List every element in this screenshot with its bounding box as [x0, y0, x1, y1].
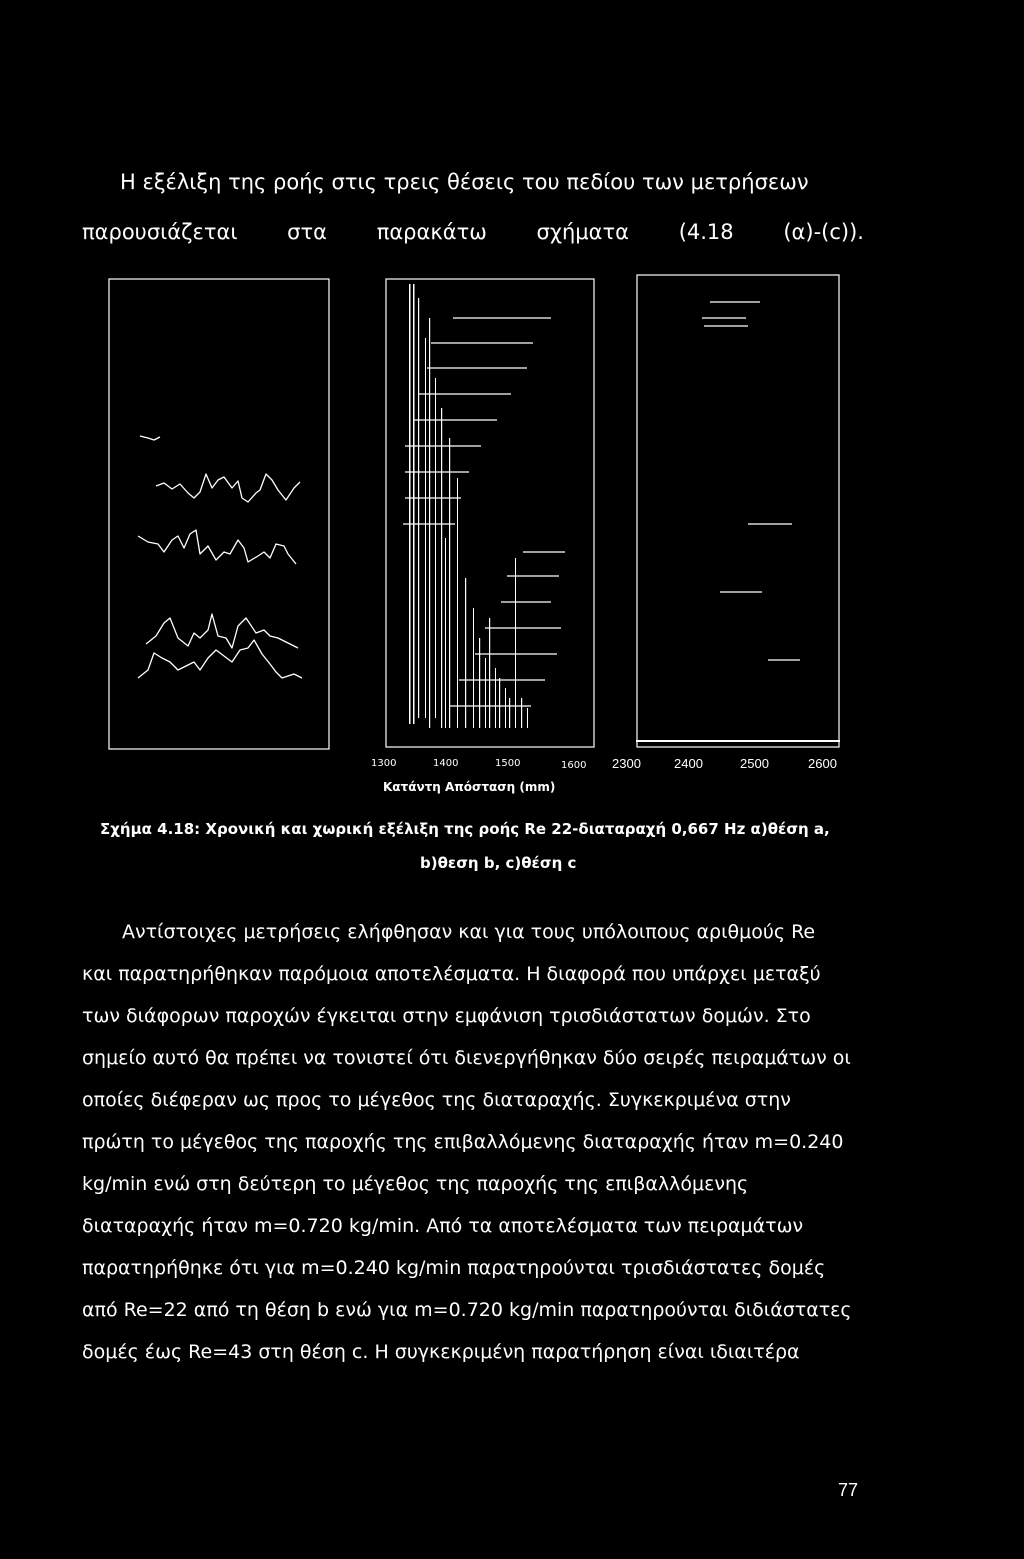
trace [146, 614, 298, 648]
body-line: παρατηρήθηκε ότι για m=0.240 kg/min παρατηρούνται τρισδιάστατες δομές [82, 1257, 826, 1279]
axis-title: Κατάντη Απόσταση (mm) [383, 780, 556, 794]
body-line: και παρατηρήθηκαν παρόμοια αποτελέσματα. Η διαφορά που υπάρχει μεταξύ [82, 963, 821, 985]
figure-panel-a [108, 278, 330, 750]
intro-word: παρουσιάζεται [82, 220, 238, 244]
body-line: οποίες διέφεραν ως προς το μέγεθος της διαταραχής. Συγκεκριμένα στην [82, 1089, 791, 1111]
trace [138, 640, 302, 678]
trace [140, 436, 160, 440]
page-number: 77 [838, 1480, 859, 1500]
body-line: των διάφορων παροχών έγκειται στην εμφάνιση τρισδιάστατων δομών. Στο [82, 1005, 811, 1027]
body-line: kg/min ενώ στη δεύτερη το μέγεθος της παροχής της επιβαλλόμενης [82, 1173, 749, 1195]
figure-panel-c [612, 274, 840, 771]
body-line: δομές έως Re=43 στη θέση c. Η συγκεκριμένη παρατήρηση είναι ιδιαιτέρα [82, 1341, 800, 1363]
intro-word: στα [287, 220, 327, 244]
panel-a-plot [108, 278, 330, 750]
tick-marks [409, 284, 528, 728]
intro-line-2 [82, 218, 864, 246]
tick-label: 2300 [612, 756, 641, 771]
panel-b-plot [385, 278, 595, 748]
trace [156, 474, 300, 502]
tick-label: 2400 [674, 756, 703, 771]
figure-caption-line-2: b)θεση b, c)θέση c [420, 854, 577, 872]
tick-label: 2500 [740, 756, 769, 771]
figure-caption-line-1: Σχήμα 4.18: Χρονική και χωρική εξέλιξη της ροής Re 22-διαταραχή 0,667 Hz α)θέση a, [100, 820, 830, 838]
intro-word: (α)-(c)). [783, 220, 864, 244]
intro-line-1: Η εξέλιξη της ροής στις τρεις θέσεις του πεδίου των μετρήσεων [120, 170, 809, 194]
intro-word: σχήματα [536, 220, 629, 244]
stripes [702, 302, 800, 660]
panel-c-plot [636, 274, 840, 748]
intro-word: παρακάτω [376, 220, 487, 244]
body-line: διαταραχής ήταν m=0.720 kg/min. Από τα αποτελέσματα των πειραμάτων [82, 1215, 804, 1237]
tick-label: 1400 [433, 758, 459, 769]
body-line: σημείο αυτό θα πρέπει να τονιστεί ότι διενεργήθηκαν δύο σειρές πειραμάτων οι [82, 1047, 851, 1069]
tick-marks [636, 740, 840, 742]
stripes [403, 318, 565, 706]
trace [138, 530, 296, 564]
intro-word: (4.18 [678, 220, 734, 244]
tick-label: 1500 [495, 758, 521, 769]
figure-panel-b [371, 278, 595, 794]
body-line: από Re=22 από τη θέση b ενώ για m=0.720 kg/min παρατηρούνται διδιάστατες [82, 1299, 852, 1321]
body-line: πρώτη το μέγεθος της παροχής της επιβαλλόμενης διαταραχής ήταν m=0.240 [82, 1131, 844, 1153]
tick-label: 1300 [371, 758, 397, 769]
tick-label: 1600 [561, 760, 587, 771]
body-line: Αντίστοιχες μετρήσεις ελήφθησαν και για τους υπόλοιπους αριθμούς Re [122, 921, 816, 943]
tick-label: 2600 [808, 756, 837, 771]
